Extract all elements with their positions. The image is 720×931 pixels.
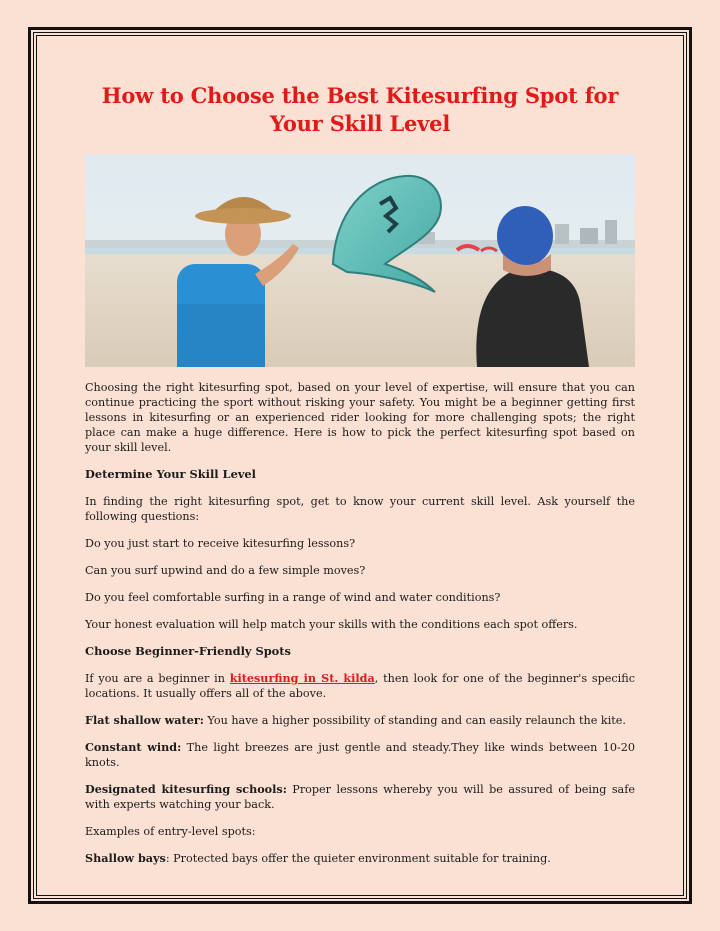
question-2: Can you surf upwind and do a few simple moves? — [85, 564, 366, 577]
feature-label: Designated kitesurfing schools: — [85, 782, 287, 796]
section1-closing: Your honest evaluation will help match your skills with the conditions each spot offers. — [85, 618, 578, 631]
kitesurfing-st-kilda-link[interactable]: kitesurfing in St. kilda — [229, 671, 375, 685]
feature-text: Proper lessons whereby you will be assured of being safe with experts watching your back. — [85, 783, 635, 811]
section2-text — [85, 671, 635, 701]
article-body — [85, 380, 635, 878]
example-shallow-bays — [85, 851, 635, 866]
examples-label: Examples of entry-level spots: — [85, 825, 256, 838]
section-heading-beginner-spots: Choose Beginner-Friendly Spots — [85, 644, 291, 658]
hero-image — [85, 154, 635, 367]
feature-text: You have a higher possibility of standing and can easily relaunch the kite. — [203, 714, 626, 727]
feature-schools — [85, 782, 635, 812]
question-1: Do you just start to receive kitesurfing lessons? — [85, 537, 356, 550]
document-title: How to Choose the Best Kitesurfing Spot for Your Skill Level — [101, 83, 619, 136]
example-text: : Protected bays offer the quieter environment suitable for training. — [165, 852, 551, 865]
section2-text-start: If you are a beginner in — [85, 672, 230, 685]
intro-paragraph: Choosing the right kitesurfing spot, based on your level of expertise, will ensure that you can continue practicing the sport without risking your safety. You might be a beginner getting first lessons in kitesurfing or an experienced rider looking for more challenging spots; the right place can make a huge difference. Here is how to pick the perfect kitesurfing spot based on your skill level. — [85, 381, 635, 454]
feature-text: The light breezes are just gentle and steady.They like winds between 10-20 knots. — [85, 741, 635, 769]
section1-text: In finding the right kitesurfing spot, get to know your current skill level. Ask yourself the following questions: — [85, 495, 635, 523]
feature-flat-water — [85, 713, 635, 728]
feature-label: Constant wind: — [85, 740, 182, 754]
document-page — [85, 82, 635, 865]
section-heading-skill-level: Determine Your Skill Level — [85, 467, 257, 481]
feature-constant-wind — [85, 740, 635, 770]
section2-text-end: , then look for one of the beginner's specific locations. It usually offers all of the above. — [85, 672, 635, 700]
example-label: Shallow bays — [85, 851, 166, 865]
beach-kitesurf-lesson-photo — [85, 154, 635, 367]
feature-label: Flat shallow water: — [85, 713, 204, 727]
question-3: Do you feel comfortable surfing in a range of wind and water conditions? — [85, 591, 501, 604]
